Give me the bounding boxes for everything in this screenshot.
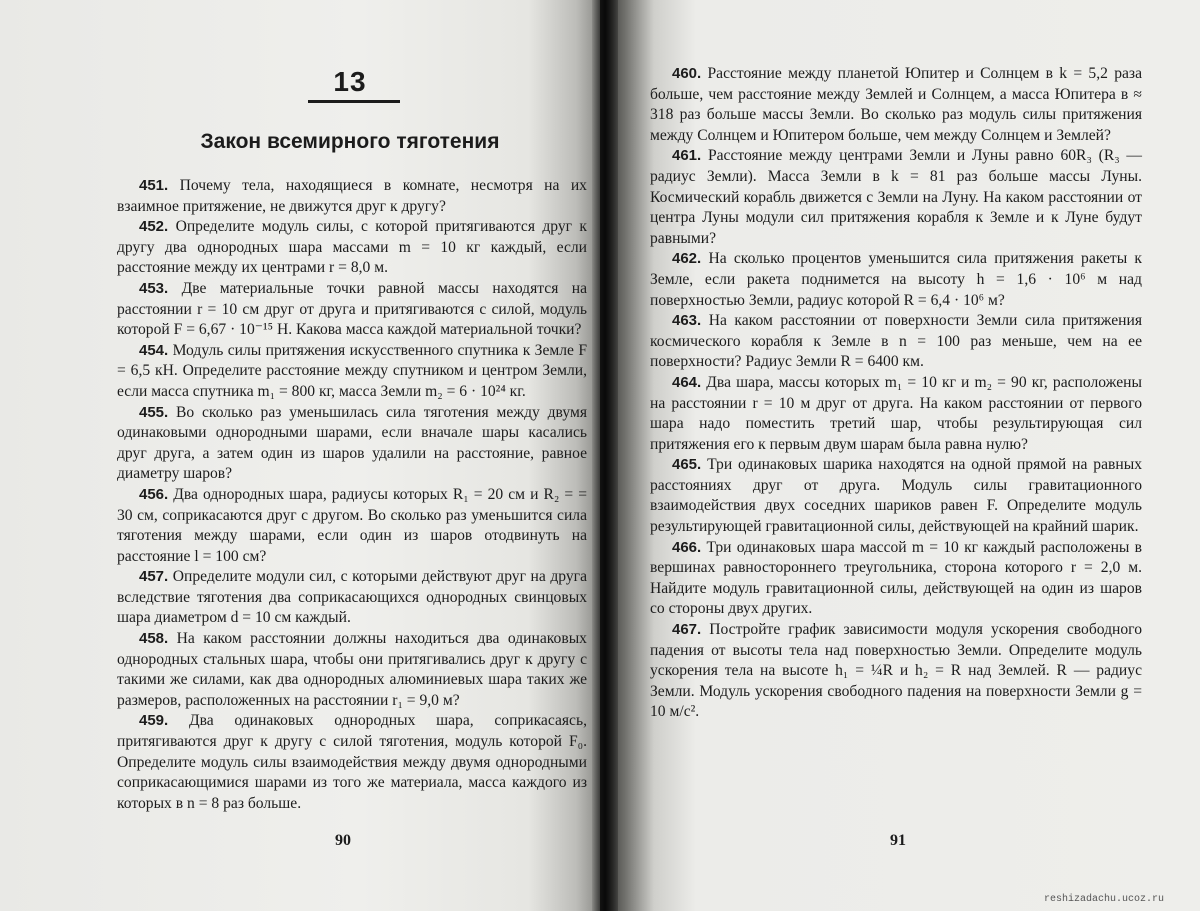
problem-number: 466.: [672, 538, 702, 556]
problem-list-left: [117, 176, 587, 814]
problem-text: Три одинаковых шара массой m = 10 кг каждый расположены в вершинах равностороннего треугольника, сторона которого r = 2,0 м. Найдите модуль гравитационной силы, действующей на один из шаров со стороны двух других.: [650, 538, 1142, 618]
problem-text: Расстояние между планетой Юпитер и Солнцем в k = 5,2 раза больше, чем расстояние между Землей и Солнцем, а масса Юпитера в ≈ 318 раз больше массы Земли. Во сколько раз модуль силы притяжения между Солнцем и Юпитером больше, чем между Солнцем и Землей?: [650, 65, 1142, 144]
right-page: [600, 0, 1200, 911]
problem-number: 460.: [672, 65, 702, 82]
chapter-title: Закон всемирного тяготения: [200, 130, 500, 153]
problem-number: 458.: [139, 630, 169, 648]
problem-text: Определите модуль силы, с которой притягиваются друг к другу два однородных шара массами m = 10 кг каждый, если расстояние между их центрами r = 8,0 м.: [117, 218, 587, 277]
problem-460: [650, 64, 1142, 146]
chapter-number: 13: [333, 66, 367, 97]
problem-464: [650, 373, 1142, 455]
problem-453: [117, 279, 587, 341]
problem-number: 464.: [672, 373, 702, 391]
problem-text: Три одинаковых шарика находятся на одной прямой на равных расстояниях друг от друга. Модуль силы гравитационного взаимодействия двух соседних шариков равен F. Определите модуль результирующей гравитационной силы, действующей на крайний шарик.: [650, 456, 1142, 536]
page-number-right: 91: [890, 832, 906, 849]
problem-number: 455.: [139, 403, 169, 421]
problem-text: На каком расстоянии от поверхности Земли сила притяжения космического корабля к Земле в n = 100 раз меньше, чем на ее поверхности? Радиус Земли R = 6400 км.: [650, 312, 1142, 371]
problem-list-right: [650, 64, 1142, 723]
problem-number: 463.: [672, 312, 702, 330]
problem-456: [117, 485, 587, 567]
problem-text: Постройте график зависимости модуля ускорения свободного падения от высоты тела над поверхностью Земли. Определите модуль ускорения тела на высоте h₁ = ¼R и h₂ = R над Землей. R — радиус Земли. Модуль ускорения свободного падения на поверхности Земли g = 10 м/с².: [650, 621, 1142, 721]
problem-465: [650, 455, 1142, 537]
problem-number: 451.: [139, 177, 169, 194]
problem-number: 452.: [139, 218, 169, 236]
problem-number: 462.: [672, 250, 702, 268]
problem-461: [650, 146, 1142, 249]
problem-text: На каком расстоянии должны находиться два одинаковых однородных стальных шара, чтобы они притягивались друг к другу с такими же силами, как два однородных алюминиевых шара таких же размеров, расположенных на расстоянии r₁ = 9,0 м?: [117, 630, 587, 709]
problem-466: [650, 538, 1142, 620]
problem-text: Определите модули сил, с которыми действуют друг на друга вследствие тяготения два соприкасающихся однородных свинцовых шара диаметром d = 10 см каждый.: [117, 568, 587, 627]
problem-text: Два одинаковых однородных шара, соприкасаясь, притягиваются друг к другу с силой тяготения, модуль которой F₀. Определите модуль силы взаимодействия между двумя однородными соприкасающимися шарами из того же материала, масса каждого из которых в n = 8 раз больше.: [117, 712, 587, 812]
problem-463: [650, 311, 1142, 373]
problem-number: 467.: [672, 621, 702, 639]
problem-452: [117, 217, 587, 279]
problem-text: Две материальные точки равной массы находятся на расстоянии r = 10 см друг от друга и притягиваются с силой, модуль которой F = 6,67 · 10⁻¹⁵ Н. Какова масса каждой материальной точки?: [117, 279, 587, 339]
problem-number: 461.: [672, 147, 702, 165]
page-number-left: 90: [335, 832, 351, 849]
problem-text: Два шара, массы которых m₁ = 10 кг и m₂ = 90 кг, расположены на расстоянии r = 10 м друг от друга. На каком расстоянии от первого шара надо поместить третий шар, чтобы результирующая сил притяжения его к первым двум шарам была равна нулю?: [650, 373, 1142, 453]
problem-number: 457.: [139, 568, 169, 586]
problem-number: 465.: [672, 456, 702, 474]
problem-text: Почему тела, находящиеся в комнате, несмотря на их взаимное притяжение, не движутся друг к другу?: [117, 177, 587, 215]
problem-457: [117, 567, 587, 629]
problem-number: 453.: [139, 279, 169, 297]
watermark: reshizadachu.ucoz.ru: [1043, 894, 1164, 905]
problem-455: [117, 403, 587, 485]
problem-number: 454.: [139, 341, 169, 359]
problem-458: [117, 629, 587, 711]
problem-462: [650, 249, 1142, 311]
chapter-rule: [308, 100, 400, 103]
problem-number: 459.: [139, 712, 169, 730]
problem-text: Во сколько раз уменьшилась сила тяготения между двумя одинаковыми однородными шарами, если вначале шары касались друг друга, а затем один из шаров удалили на расстояние, равное диаметру шаров?: [117, 403, 587, 483]
problem-text: На сколько процентов уменьшится сила притяжения ракеты к Земле, если ракета поднимется на высоту h = 1,6 · 10⁶ м над поверхностью Земли, радиус которой R = 6,4 · 10⁶ м?: [650, 250, 1142, 309]
book-gutter: [592, 0, 618, 911]
problem-text: Два однородных шара, радиусы которых R₁ = 20 см и R₂ = = 30 см, соприкасаются друг с другом. Во сколько раз уменьшится сила тяготения между шарами, если один из шаров отодвинуть на расстояние l = 100 см?: [117, 485, 587, 565]
problem-467: [650, 620, 1142, 723]
problem-459: [117, 711, 587, 814]
problem-454: [117, 341, 587, 403]
problem-451: [117, 176, 587, 217]
problem-number: 456.: [139, 485, 169, 503]
problem-text: Модуль силы притяжения искусственного спутника к Земле F = 6,5 кН. Определите расстояние между спутником и центром Земли, если масса спутника m₁ = 800 кг, масса Земли m₂ = 6 · 10²⁴ кг.: [117, 341, 587, 400]
problem-text: Расстояние между центрами Земли и Луны равно 60R₃ (R₃ — радиус Земли). Масса Земли в k = 81 раз больше массы Луны. Космический корабль движется с Земли на Луну. На каком расстоянии от центра Луны модули сил притяжения корабля к Земле и к Луне будут равными?: [650, 147, 1142, 247]
